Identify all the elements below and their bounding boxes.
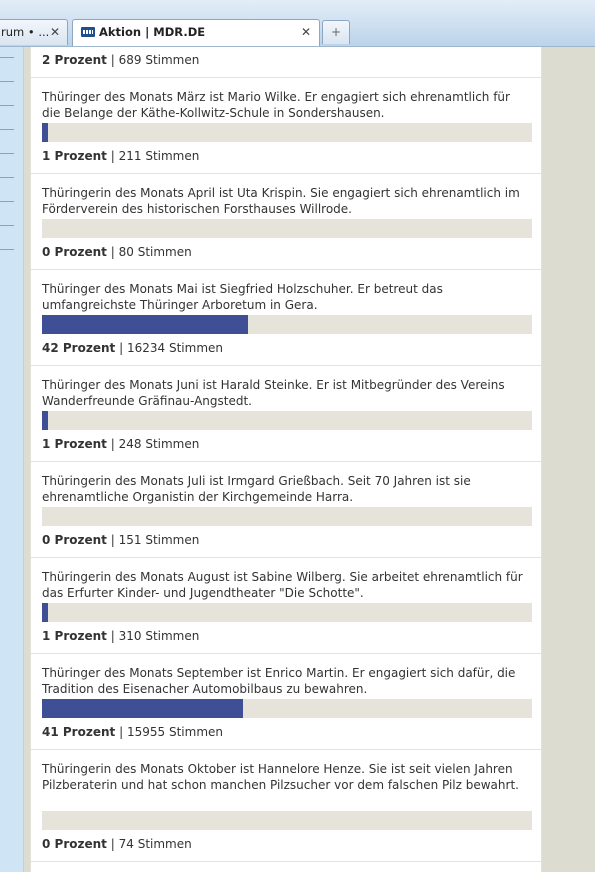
- votes-label: Stimmen: [168, 725, 223, 739]
- result-separator: |: [110, 437, 115, 451]
- vote-count: 74: [118, 837, 134, 851]
- left-sidebar-strip: [0, 47, 24, 872]
- poll-option-text: Thüringer des Monats Juni ist Harald Steinke. Er ist Mitbegründer des Vereins Wanderfreunde Gräfinau-Angstedt.: [42, 378, 505, 408]
- poll-option-text: Thüringer des Monats September ist Enrico Martin. Er engagiert sich dafür, die Tradition des Eisenacher Automobilbaus zu bewahren.: [42, 666, 516, 696]
- result-separator: |: [110, 533, 115, 547]
- poll-option-text: Thüringer des Monats Mai ist Siegfried Holzschuher. Er betreut das umfangreichste Thüringer Arboretum in Gera.: [42, 282, 443, 312]
- sidebar-divider: [0, 129, 14, 130]
- result-separator: |: [110, 629, 115, 643]
- vote-count: 151: [118, 533, 142, 547]
- vote-count: 689: [118, 53, 142, 67]
- votes-label: Stimmen: [145, 437, 200, 451]
- tab-label: Aktion | MDR.DE: [99, 25, 206, 39]
- poll-result: [42, 340, 223, 356]
- percent-label: 42 Prozent: [42, 341, 116, 355]
- result-separator: |: [110, 53, 115, 67]
- poll-entry: [31, 174, 541, 270]
- poll-results: [30, 47, 542, 872]
- poll-option-text: Thüringerin des Monats August ist Sabine Wilberg. Sie arbeitet ehrenamtlich für das Erfurter Kinder- und Jugendtheater "Die Schotte".: [42, 570, 523, 600]
- poll-bar: [42, 699, 532, 718]
- votes-label: Stimmen: [145, 533, 200, 547]
- sidebar-divider: [0, 177, 14, 178]
- poll-result: [42, 836, 192, 852]
- votes-label: Stimmen: [145, 629, 200, 643]
- poll-option-text: Thüringerin des Monats Juli ist Irmgard Grießbach. Seit 70 Jahren ist sie ehrenamtliche Organistin der Kirchgemeinde Harra.: [42, 474, 471, 504]
- result-separator: |: [119, 341, 124, 355]
- result-separator: |: [110, 149, 115, 163]
- poll-bar: [42, 811, 532, 830]
- poll-entry: [31, 78, 541, 174]
- votes-label: Stimmen: [137, 837, 192, 851]
- percent-label: 1 Prozent: [42, 437, 107, 451]
- poll-entry: [31, 750, 541, 862]
- browser-tab-strip: [0, 0, 595, 47]
- poll-bar: [42, 411, 532, 430]
- votes-label: Stimmen: [145, 149, 200, 163]
- poll-result: [42, 532, 199, 548]
- vote-count: 211: [118, 149, 142, 163]
- poll-entry: [31, 270, 541, 366]
- poll-entry: [31, 462, 541, 558]
- poll-entry: [31, 654, 541, 750]
- votes-label: Stimmen: [145, 53, 200, 67]
- sidebar-divider: [0, 57, 14, 58]
- poll-entry: [31, 366, 541, 462]
- poll-result: [42, 436, 199, 452]
- percent-label: 41 Prozent: [42, 725, 116, 739]
- poll-bar-fill: [42, 123, 48, 142]
- close-icon[interactable]: ✕: [300, 25, 311, 39]
- sidebar-divider: [0, 105, 14, 106]
- vote-count: 16234: [126, 341, 166, 355]
- poll-result: [42, 628, 199, 644]
- mdr-favicon-icon: [81, 27, 95, 37]
- poll-bar: [42, 123, 532, 142]
- poll-bar: [42, 315, 532, 334]
- vote-count: 310: [118, 629, 142, 643]
- tab-label: rum • ...: [1, 25, 50, 39]
- poll-entry: [31, 558, 541, 654]
- close-icon[interactable]: ✕: [49, 25, 60, 39]
- poll-bar: [42, 507, 532, 526]
- poll-result: [42, 148, 199, 164]
- result-separator: |: [110, 245, 115, 259]
- poll-bar-fill: [42, 411, 48, 430]
- sidebar-divider: [0, 153, 14, 154]
- poll-bar: [42, 603, 532, 622]
- percent-label: 0 Prozent: [42, 837, 107, 851]
- poll-bar-fill: [42, 699, 243, 718]
- poll-bar: [42, 219, 532, 238]
- poll-bar-fill: [42, 603, 48, 622]
- result-separator: |: [110, 837, 115, 851]
- poll-result: [42, 724, 223, 740]
- poll-entry: [31, 47, 541, 78]
- sidebar-divider: [0, 201, 14, 202]
- poll-result: [42, 52, 199, 68]
- votes-label: Stimmen: [168, 341, 223, 355]
- vote-count: 15955: [126, 725, 166, 739]
- percent-label: 0 Prozent: [42, 245, 107, 259]
- sidebar-divider: [0, 81, 14, 82]
- poll-result: [42, 244, 192, 260]
- vote-count: 80: [118, 245, 134, 259]
- browser-tab-forum[interactable]: [0, 19, 68, 45]
- percent-label: 2 Prozent: [42, 53, 107, 67]
- browser-tab-mdr[interactable]: [72, 19, 320, 46]
- poll-bar-fill: [42, 315, 248, 334]
- new-tab-button[interactable]: +: [322, 20, 350, 44]
- sidebar-divider: [0, 225, 14, 226]
- vote-count: 248: [118, 437, 142, 451]
- percent-label: 1 Prozent: [42, 629, 107, 643]
- poll-option-text: Thüringerin des Monats April ist Uta Krispin. Sie engagiert sich ehrenamtlich im Förderverein des historischen Forsthauses Willrode.: [42, 186, 520, 216]
- result-separator: |: [119, 725, 124, 739]
- poll-option-text: Thüringerin des Monats Oktober ist Hannelore Henze. Sie ist seit vielen Jahren Pilzberaterin und hat schon manchen Pilzsucher vor dem falschen Pilz bewahrt.: [42, 762, 519, 792]
- votes-label: Stimmen: [137, 245, 192, 259]
- percent-label: 0 Prozent: [42, 533, 107, 547]
- right-empty-area: [552, 47, 595, 872]
- poll-option-text: Thüringer des Monats März ist Mario Wilke. Er engagiert sich ehrenamtlich für die Belange der Käthe-Kollwitz-Schule in Sondershausen.: [42, 90, 510, 120]
- sidebar-divider: [0, 249, 14, 250]
- percent-label: 1 Prozent: [42, 149, 107, 163]
